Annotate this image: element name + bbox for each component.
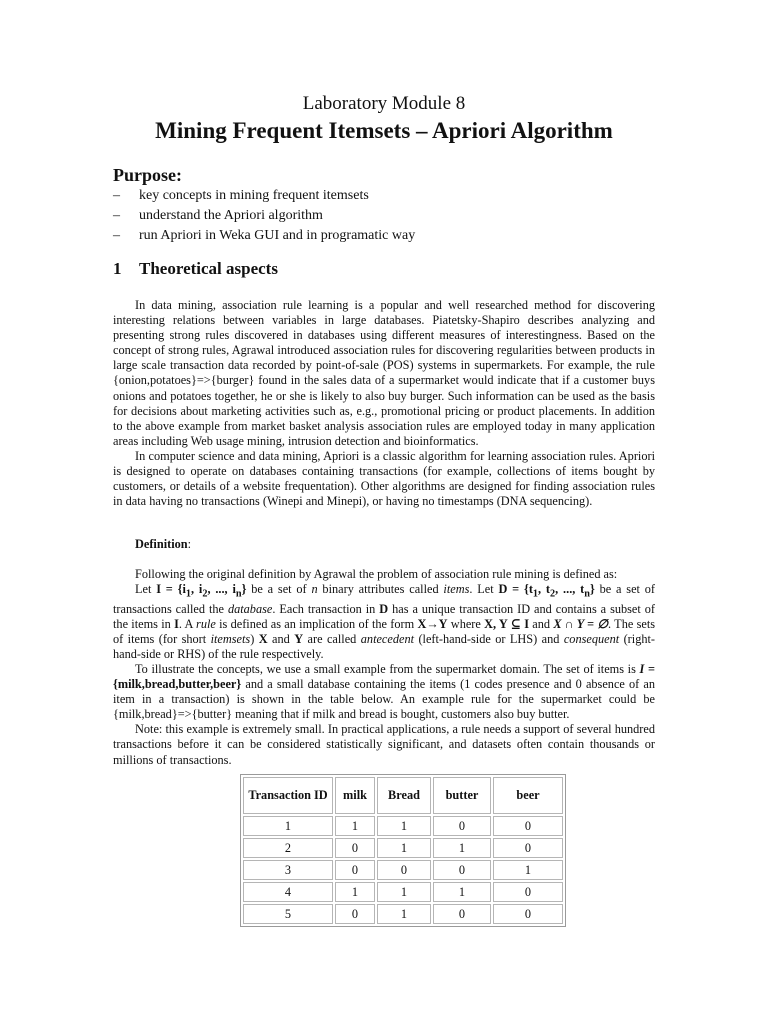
- table-cell: 1: [433, 838, 491, 858]
- subscript: 2: [550, 588, 556, 600]
- bullet-dash: –: [113, 208, 120, 223]
- column-header: beer: [493, 777, 563, 814]
- bold-term: = {milk,bread,butter,beer}: [113, 662, 655, 692]
- text-run: . A: [178, 616, 197, 631]
- table-cell: 1: [377, 838, 431, 858]
- module-subtitle: Laboratory Module 8: [302, 93, 466, 114]
- italic-term: I: [639, 662, 645, 677]
- purpose-heading: Purpose:: [113, 165, 182, 185]
- table-row: [243, 838, 563, 858]
- set-d-expression: [498, 582, 595, 600]
- table-cell: 1: [377, 882, 431, 902]
- section-title-text: Theoretical aspects: [139, 259, 278, 278]
- text-run: is defined as an implication of the form: [215, 616, 418, 631]
- table-cell: 1: [377, 816, 431, 836]
- text-run: (right-hand-side or RHS) of the rule respectively.: [113, 631, 656, 661]
- table-cell: 4: [243, 882, 333, 902]
- definition-text: [113, 567, 655, 768]
- text-run: Let: [135, 582, 157, 597]
- table-cell: 0: [493, 816, 563, 836]
- table-cell: 0: [377, 860, 431, 880]
- text-run: has a unique transaction ID and contains a subset of the items in: [113, 601, 655, 631]
- italic-term: itemsets: [210, 631, 251, 646]
- table-cell: 1: [493, 860, 563, 880]
- subscript: 1: [532, 588, 539, 600]
- theory-text: [113, 298, 655, 509]
- purpose-list: [113, 186, 415, 246]
- table-cell: 0: [493, 838, 563, 858]
- text-run: binary attributes called: [317, 582, 444, 597]
- text-run: }: [589, 582, 595, 597]
- table-cell: 0: [335, 904, 375, 924]
- text-run: (left-hand-side or LHS) and: [414, 631, 564, 646]
- text-run: ): [250, 631, 259, 646]
- italic-term: database: [227, 601, 273, 616]
- text-run: be a set of transactions called the: [113, 582, 656, 616]
- table-row: [243, 882, 563, 902]
- text-run: . Each transaction in: [272, 601, 380, 616]
- text-run: , ..., t: [555, 582, 585, 597]
- subscript: 2: [202, 588, 208, 600]
- table-cell: 0: [433, 904, 491, 924]
- italic-term: consequent: [563, 631, 620, 646]
- subscript: 1: [185, 588, 192, 600]
- table-cell: 0: [335, 838, 375, 858]
- text-run: and: [267, 631, 295, 646]
- subscript: n: [235, 588, 242, 600]
- math-expression: X ∩ Y = ∅: [553, 616, 609, 631]
- text-run: . Let: [469, 582, 499, 597]
- text-run: are called: [303, 631, 361, 646]
- text-run: To illustrate the concepts, we use a small example from the supermarket domain. The set of items is: [135, 662, 640, 677]
- table-cell: 1: [433, 882, 491, 902]
- purpose-item-text: understand the Apriori algorithm: [139, 208, 323, 223]
- table-cell: 3: [243, 860, 333, 880]
- table-cell: 1: [243, 816, 333, 836]
- document-title: Mining Frequent Itemsets – Apriori Algorithm: [155, 118, 613, 143]
- text-run: }: [241, 582, 247, 597]
- text-run: , i: [191, 582, 203, 597]
- table-row: [243, 860, 563, 880]
- example-paragraph: [113, 662, 655, 722]
- italic-term: antecedent: [360, 631, 415, 646]
- bullet-dash: –: [113, 228, 120, 243]
- table-cell: 1: [335, 816, 375, 836]
- bold-term: X→Y: [417, 616, 448, 631]
- definition-colon: :: [187, 537, 192, 551]
- purpose-item: [113, 206, 415, 226]
- purpose-item: [113, 226, 415, 246]
- table-cell: 0: [493, 904, 563, 924]
- table-row: [243, 904, 563, 924]
- table-cell: 0: [493, 882, 563, 902]
- bullet-dash: –: [113, 188, 120, 203]
- text-run: and a small database containing the items (1 codes presence and 0 absence of an item in a transaction) is shown in the table below. An example rule for the supermarket could be {milk,bread}=>{butter} meaning that if milk and bread is bought, customers also buy butter.: [113, 677, 655, 722]
- paragraph: In data mining, association rule learning is a popular and well researched method for discovering interesting relations between variables in large databases. Piatetsky-Shapiro describes analyzing and presenting strong rules discovered in databases using different measures of interestingness. Based on the concept of strong rules, Agrawal introduced association rules for discovering regularities between products in large scale transaction data recorded by point-of-sale (POS) systems in supermarkets. For example, the rule {onion,potatoes}=>{burger} found in the sales data of a supermarket would indicate that if a customer buys onions and potatoes together, he or she is likely to also buy burger. Such information can be used as the basis for decisions about marketing activities such as, e.g., promotional pricing or product placements. In addition to the above example from market basket analysis association rules are employed today in many application areas including Web usage mining, intrusion detection and bioinformatics.: [113, 298, 655, 448]
- definition-word: Definition: [135, 537, 188, 551]
- transactions-table: [240, 774, 566, 927]
- bold-term: X, Y ⊆ I: [484, 616, 529, 631]
- definition-label: [135, 537, 191, 552]
- italic-term: rule: [196, 616, 216, 631]
- section-number: 1: [113, 259, 122, 278]
- table-cell: 0: [433, 860, 491, 880]
- table-cell: 0: [335, 860, 375, 880]
- definition-paragraph: [113, 582, 655, 662]
- set-i-expression: [156, 582, 247, 600]
- text-run: and: [529, 616, 554, 631]
- column-header: butter: [433, 777, 491, 814]
- table-cell: 0: [433, 816, 491, 836]
- purpose-item: [113, 186, 415, 206]
- italic-term: items: [443, 582, 470, 597]
- column-header: Bread: [377, 777, 431, 814]
- table-header-row: [243, 777, 563, 814]
- text-run: , ..., i: [207, 582, 236, 597]
- bold-term: Y: [294, 631, 304, 646]
- column-header: Transaction ID: [243, 777, 333, 814]
- text-run: , t: [538, 582, 551, 597]
- table-row: [243, 816, 563, 836]
- bold-term: X: [258, 631, 268, 646]
- subscript: n: [584, 588, 590, 600]
- bold-term: I: [174, 616, 179, 631]
- paragraph: In computer science and data mining, Apriori is a classic algorithm for learning association rules. Apriori is designed to operate on databases containing transactions (for example, collections of items bought by customers, or details of a website frequentation). Other algorithms are designed for finding association rules in data having no transactions (Winepi and Minepi), or having no timestamps (DNA sequencing).: [113, 448, 655, 509]
- text-run: be a set of: [246, 582, 312, 597]
- text-run: I = {i: [156, 582, 186, 597]
- table-cell: 1: [335, 882, 375, 902]
- column-header: milk: [335, 777, 375, 814]
- bold-term: D: [379, 601, 389, 616]
- table-cell: 2: [243, 838, 333, 858]
- definition-intro: Following the original definition by Agrawal the problem of association rule mining is defined as:: [135, 567, 618, 581]
- italic-term: n: [311, 582, 318, 597]
- table-cell: 5: [243, 904, 333, 924]
- purpose-item-text: key concepts in mining frequent itemsets: [139, 188, 369, 203]
- note-paragraph: Note: this example is extremely small. In practical applications, a rule needs a support of several hundred transactions before it can be considered statistically significant, and datasets often contain thousands or millions of transactions.: [113, 722, 655, 767]
- section-heading: [113, 258, 278, 280]
- text-run: . The sets of items (for short: [113, 616, 656, 646]
- purpose-item-text: run Apriori in Weka GUI and in programatic way: [139, 228, 416, 243]
- text-run: where: [447, 616, 485, 631]
- text-run: D = {t: [498, 582, 533, 597]
- table-cell: 1: [377, 904, 431, 924]
